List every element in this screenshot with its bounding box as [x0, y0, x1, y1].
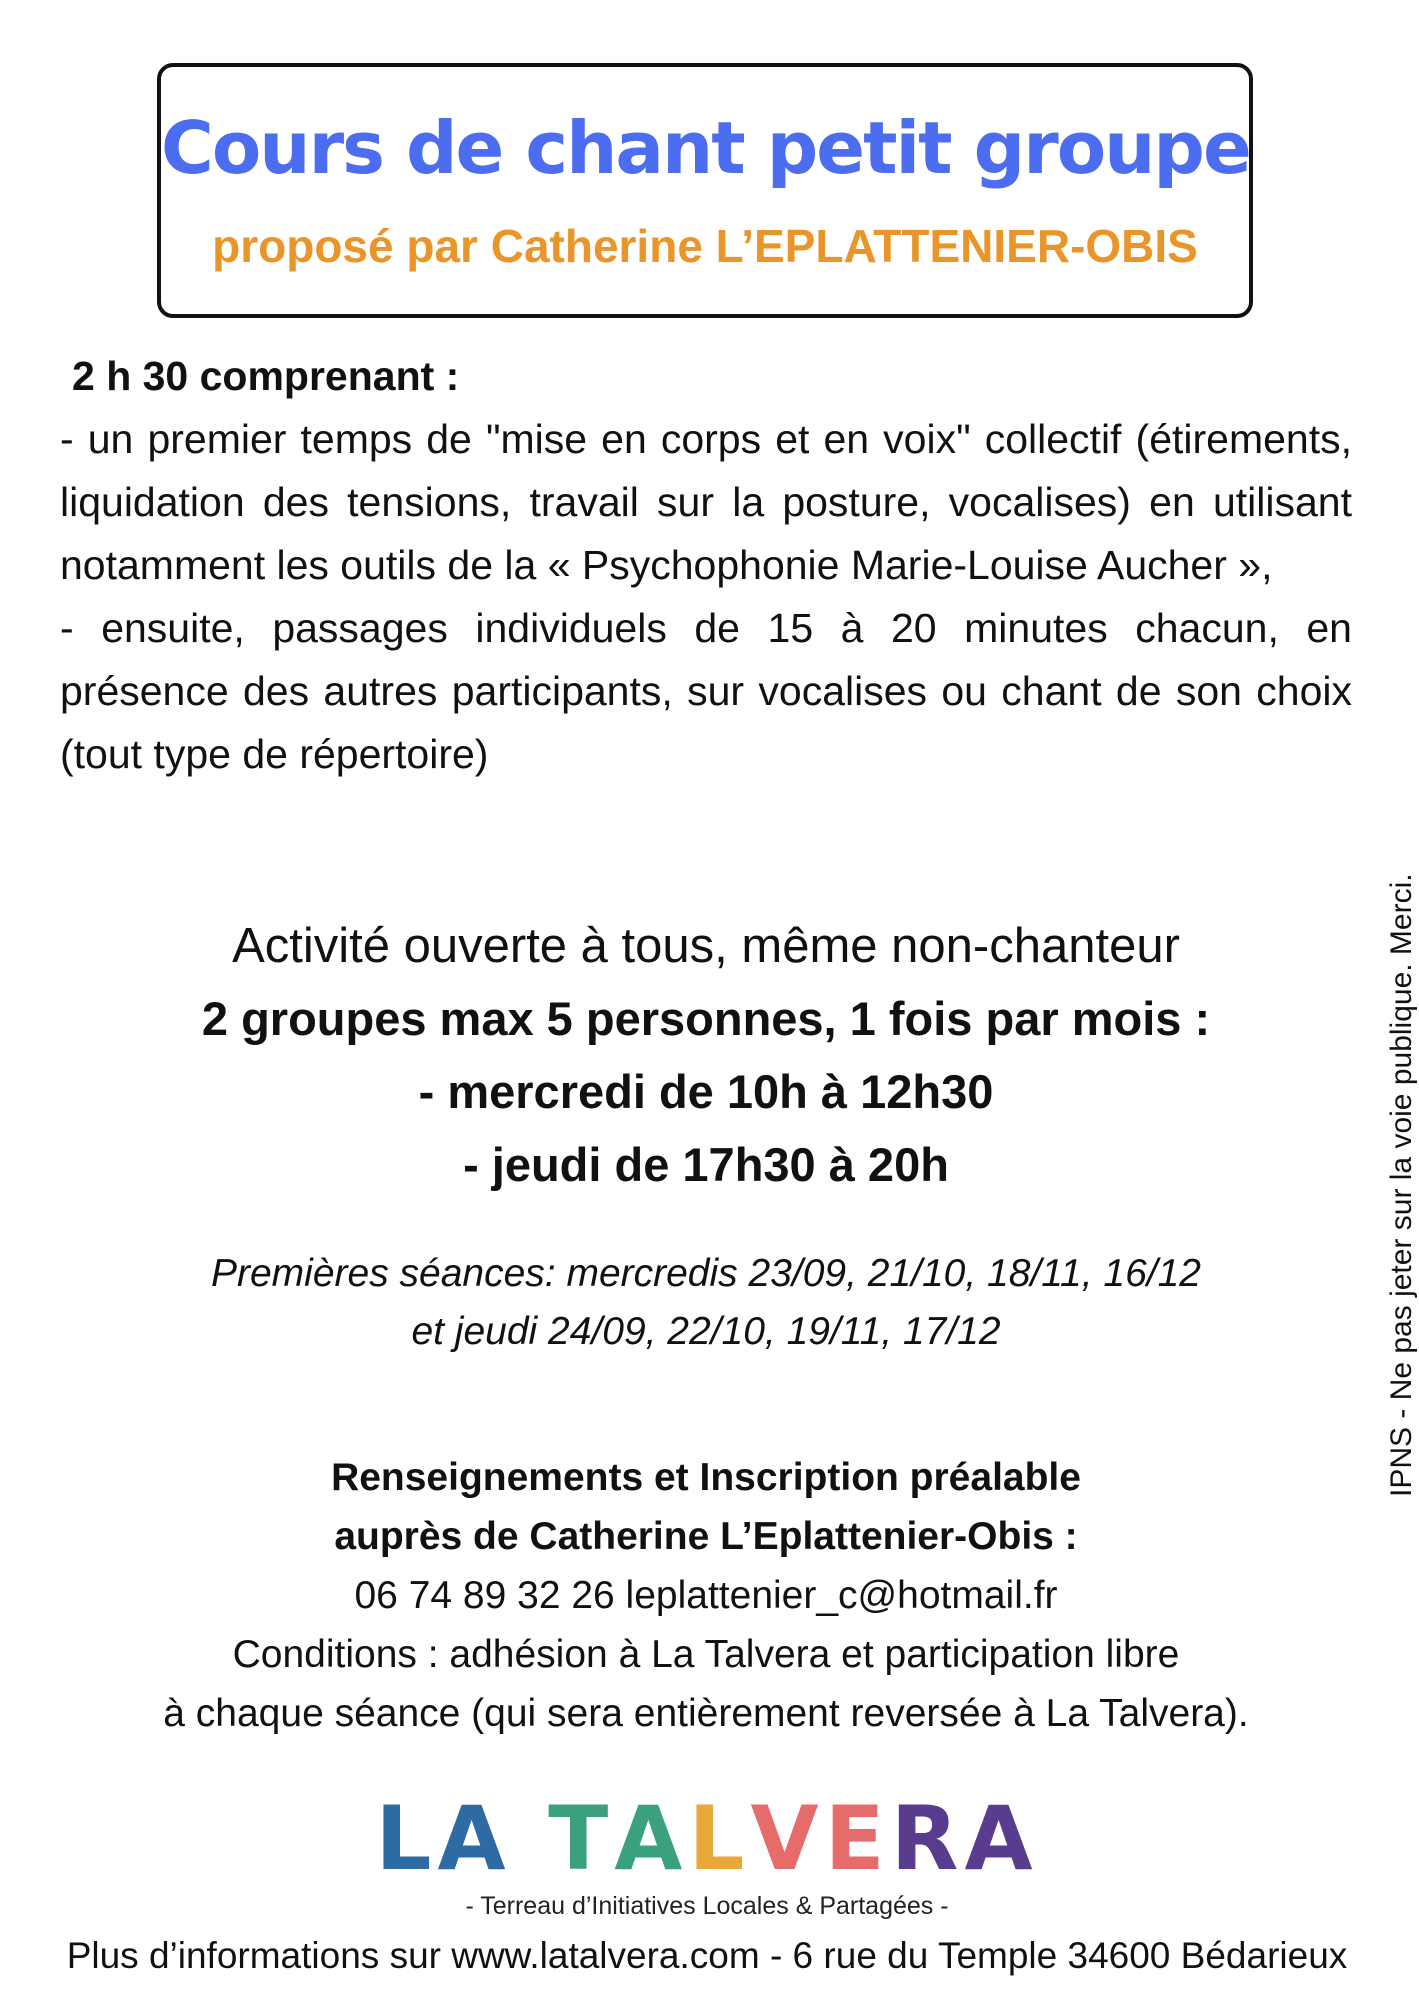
activity-thursday: - jeudi de 17h30 à 20h — [463, 1138, 949, 1191]
logo-letter: L — [688, 1787, 751, 1890]
logo-letter — [512, 1795, 549, 1883]
logo-tagline: - Terreau d’Initiatives Locales & Partagées - — [465, 1892, 949, 1920]
activity-section — [60, 910, 1352, 1201]
contact-section — [60, 1448, 1352, 1743]
logo-letter: T — [548, 1787, 615, 1890]
logo-letter: A — [964, 1787, 1039, 1890]
contact-heading: Renseignements et Inscription préalable — [331, 1456, 1081, 1499]
contact-conditions-1: Conditions : adhésion à La Talvera et participation libre — [232, 1633, 1180, 1676]
footer-info: Plus d’informations sur www.latalvera.com - 6 rue du Temple 34600 Bédarieux — [66, 1935, 1348, 1976]
logo-letter: E — [824, 1787, 891, 1890]
ipns-note: IPNS - Ne pas jeter sur la voie publique. Merci. — [1385, 873, 1418, 1497]
page-subtitle: proposé par Catherine L’EPLATTENIER-OBIS — [212, 220, 1198, 272]
la-talvera-logo — [0, 1787, 1414, 1890]
logo-letter: V — [750, 1787, 825, 1890]
logo-letter: A — [437, 1787, 512, 1890]
intro-section — [60, 345, 1352, 786]
page-title: Cours de chant petit groupe — [161, 106, 1250, 190]
sessions-section — [60, 1245, 1352, 1361]
logo-letter: A — [614, 1787, 689, 1890]
activity-wednesday: - mercredi de 10h à 12h30 — [418, 1065, 994, 1118]
logo-letter: R — [890, 1787, 965, 1890]
activity-open-text: Activité ouverte à tous, même non-chanteur — [232, 919, 1180, 973]
intro-heading: 2 h 30 comprenant : — [72, 353, 460, 399]
title-box — [157, 63, 1253, 318]
intro-item-collective: - un premier temps de "mise en corps et en voix" collectif (étirements, liquidation des tensions, travail sur la posture, vocalises) en utilisant notamment les outils de la « Psychophonie Marie-Louise Aucher », — [60, 416, 1352, 588]
sessions-wednesday: Premières séances: mercredis 23/09, 21/10, 18/11, 16/12 — [210, 1252, 1201, 1295]
activity-groups: 2 groupes max 5 personnes, 1 fois par mois : — [201, 992, 1211, 1045]
intro-item-individual: - ensuite, passages individuels de 15 à 20 minutes chacun, en présence des autres participants, sur vocalises ou chant de son choix (tout type de répertoire) — [60, 605, 1352, 777]
sessions-thursday: et jeudi 24/09, 22/10, 19/11, 17/12 — [411, 1310, 1001, 1353]
contact-conditions-2: à chaque séance (qui sera entièrement reversée à La Talvera). — [163, 1692, 1249, 1735]
logo-letter: L — [375, 1787, 438, 1890]
contact-person: auprès de Catherine L’Eplattenier-Obis : — [334, 1515, 1078, 1558]
contact-phone-email: 06 74 89 32 26 leplattenier_c@hotmail.fr — [354, 1574, 1058, 1617]
